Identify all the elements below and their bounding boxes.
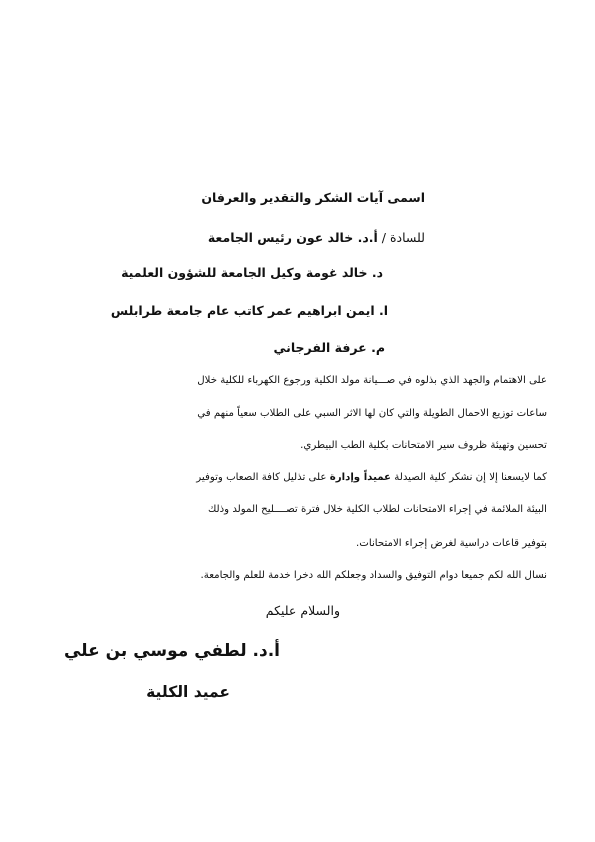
paragraph-2-line-3: بتوفير قاعات دراسية لغرض إجراء الامتحانات. (356, 538, 547, 549)
signatory-title: عميد الكلية (146, 683, 230, 701)
paragraph-2-start: كما لايسعنا إلا إن نشكر كلية الصيدلة (391, 472, 547, 483)
title-line: اسمى آيات الشكر والتقدير والعرفان (201, 190, 425, 205)
paragraph-2-line-1 (196, 472, 547, 483)
recipient-president (208, 230, 425, 245)
paragraph-1-line-2: ساعات توزيع الاحمال الطويلة والتي كان لها الاثر السبي على الطلاب سعياً منهم في (197, 408, 547, 419)
prayer-line: نسال الله لكم جميعا دوام التوفيق والسداد وجعلكم الله دخرا خدمة للعلم والجامعة. (200, 570, 547, 581)
recipient-president-name: أ.د. خالد عون رئيس الجامعة (207, 230, 378, 245)
paragraph-2-end: على تذليل كافة الصعاب وتوفير (196, 472, 330, 483)
paragraph-2-line-2: البيئة الملائمة في إجراء الامتحانات لطلاب الكلية خلال فترة تصــــليح المولد وذلك (207, 504, 547, 515)
closing-greeting: والسلام عليكم (265, 603, 340, 618)
paragraph-2-bold: عميداً وإدارة (329, 472, 392, 483)
recipient-engineer: م. عرفة الفرجاني (273, 340, 385, 355)
signatory-name: أ.د. لطفي موسي بن علي (63, 641, 280, 661)
recipient-secretary-general: ا. ايمن ابراهيم عمر كاتب عام جامعة طرابلس (110, 303, 388, 318)
recipient-vice-president: د. خالد غومة وكيل الجامعة للشؤون العلمية (121, 265, 383, 280)
recipient-prefix: للسادة / (377, 230, 425, 245)
paragraph-1-line-3: تحسين وتهيئة ظروف سير الامتحانات بكلية الطب البيطري. (300, 440, 547, 451)
paragraph-1-line-1: على الاهتمام والجهد الذي بذلوه في صـــيانة مولد الكلية ورجوع الكهرباء للكلية خلال (197, 375, 547, 386)
